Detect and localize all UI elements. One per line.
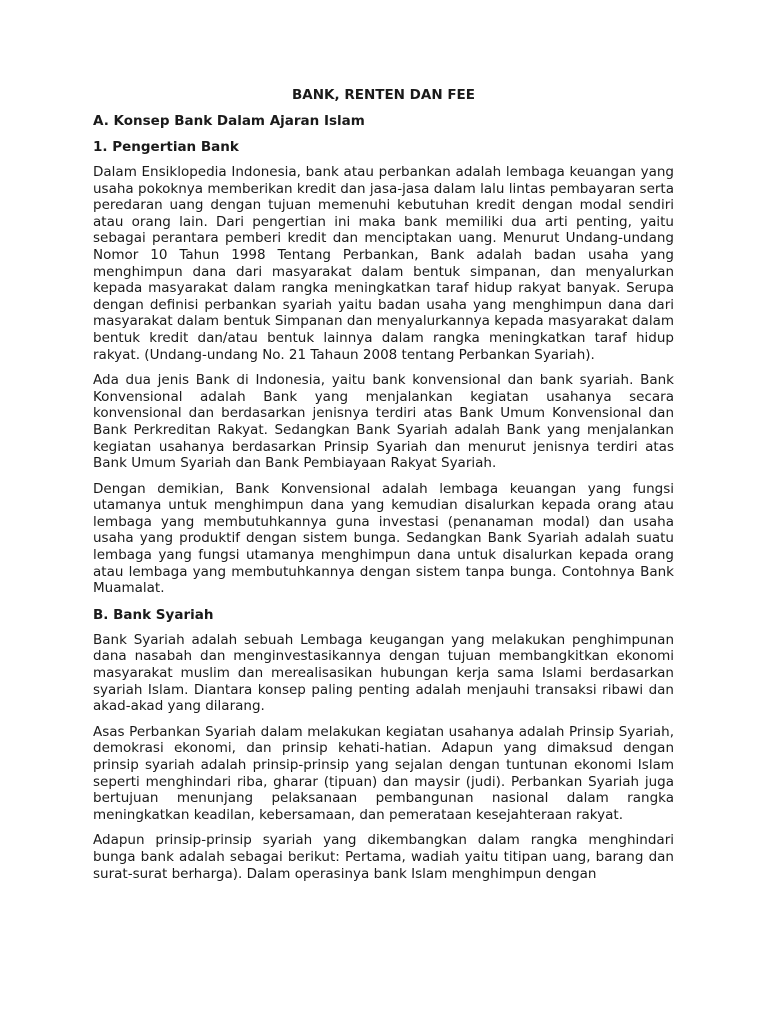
paragraph: Ada dua jenis Bank di Indonesia, yaitu bank konvensional dan bank syariah. Bank Konvensional adalah Bank yang menjalankan kegiatan usahanya secara konvensional dan berdasarkan jenisnya terdiri atas Bank Umum Konvensional dan Bank Perkreditan Rakyat. Sedangkan Bank Syariah adalah Bank yang menjalankan kegiatan usahanya berdasarkan Prinsip Syariah dan menurut jenisnya terdiri atas Bank Umum Syariah dan Bank Pembiayaan Rakyat Syariah. [93, 372, 674, 472]
paragraph: Asas Perbankan Syariah dalam melakukan kegiatan usahanya adalah Prinsip Syariah, demokrasi ekonomi, dan prinsip kehati-hatian. Adapun yang dimaksud dengan prinsip syariah adalah prinsip-prinsip yang sejalan dengan tuntunan ekonomi Islam seperti menghindari riba, gharar (tipuan) dan maysir (judi). Perbankan Syariah juga bertujuan menunjang pelaksanaan pembangunan nasional dalam rangka meningkatkan keadilan, kebersamaan, dan pemerataan kesejahteraan rakyat. [93, 723, 674, 823]
paragraph: Dengan demikian, Bank Konvensional adalah lembaga keuangan yang fungsi utamanya untuk menghimpun dana yang kemudian disalurkan kepada orang atau lembaga yang membutuhkannya guna investasi (penanaman modal) dan usaha usaha yang produktif dengan sistem bunga. Sedangkan Bank Syariah adalah suatu lembaga yang fungsi utamanya menghimpun dana untuk disalurkan kepada orang atau lembaga yang membutuhkannya dengan sistem tanpa bunga. Contohnya Bank Muamalat. [93, 480, 674, 597]
paragraph: Adapun prinsip-prinsip syariah yang dikembangkan dalam rangka menghindari bunga bank adalah sebagai berikut: Pertama, wadiah yaitu titipan uang, barang dan surat-surat berharga). Dalam operasinya bank Islam menghimpun dengan [93, 832, 674, 882]
paragraph: Bank Syariah adalah sebuah Lembaga keugangan yang melakukan penghimpunan dana nasabah dan menginvestasikannya dengan tujuan membangkitkan ekonomi masyarakat muslim dan merealisasikan hubungan kerja sama Islami berdasarkan syariah Islam. Diantara konsep paling penting adalah menjauhi transaksi ribawi dan akad-akad yang dilarang. [93, 631, 674, 715]
document-title: BANK, RENTEN DAN FEE [292, 87, 475, 103]
subsection-1-heading: 1. Pengertian Bank [93, 139, 239, 155]
document-page [93, 86, 674, 891]
section-b-heading: B. Bank Syariah [93, 606, 214, 623]
paragraph: Dalam Ensiklopedia Indonesia, bank atau perbankan adalah lembaga keuangan yang usaha pokoknya memberikan kredit dan jasa-jasa dalam lalu lintas pembayaran serta peredaran uang dengan tujuan memenuhi kebutuhan kredit dengan modal sendiri atau orang lain. Dari pengertian ini maka bank memiliki dua arti penting, yaitu sebagai perantara pemberi kredit dan menciptakan uang. Menurut Undang-undang Nomor 10 Tahun 1998 Tentang Perbankan, Bank adalah badan usaha yang menghimpun dana dari masyarakat dalam bentuk simpanan, dan menyalurkan kepada masyarakat dalam rangka meningkatkan taraf hidup rakyat banyak. Serupa dengan definisi perbankan syariah yaitu badan usaha yang menghimpun dana dari masyarakat dalam bentuk Simpanan dan menyalurkannya kepada masyarakat dalam bentuk kredit dan/atau bentuk lainnya dalam rangka meningkatkan taraf hidup rakyat. (Undang-undang No. 21 Tahaun 2008 tentang Perbankan Syariah). [93, 164, 674, 363]
section-a-heading: A. Konsep Bank Dalam Ajaran Islam [93, 113, 365, 129]
